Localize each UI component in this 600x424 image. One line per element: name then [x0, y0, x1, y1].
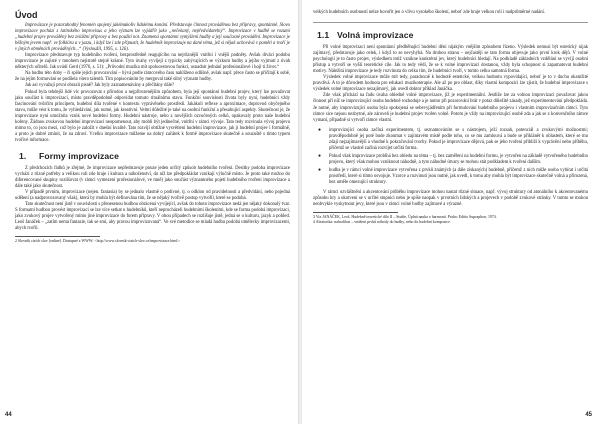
section-number: 1.1	[317, 30, 330, 41]
list-item-text: improvizující osoba začíná experimentem, tj. seznamováním se s nástrojem, ježí rozsah, potenciál a zvukovými možnostmi; pravděpodobně jej poté bude zkoumat v zajímavém místě podle toho, co se mu zamlouvá a bude se přiklánět k oblastem, které se mu zdají nejzajímavější a vhodné k pokračování tvorby. Pokud je improvizace dějová, pak se jeho tvoření přiblíží k vyprávění nebo příběhu, přičemž se vlastně začíná rozvíjet určitá forma.	[329, 127, 588, 151]
footnote: 4 Aleatorika: nahodilost – vnášení prvků náhody do hudby, nebo do hudební kompozice.	[313, 220, 451, 225]
list-item	[313, 128, 588, 152]
divider	[313, 22, 588, 23]
paragraph: Tato skutečnost není jistě v souvislosti s přenesenou hudbou obrácená vyvíjející, avšak do tohoto improvizace nedá jen nějaký dokonalý tvar. S formami hudbou provést improvizaci se lze více setkat u hudebníků, kteří neprocházeli hudebními školeními, kde se forma podobá improvizaci, jako zvukový projev vytvořený mimo jiné improvizace do forem přípravy. V obou případech se rozlišuje jistě, jedná se o kulturu, jazyk a pohled. Leoš Janáček – „zatím nemá fantazie, tak se smí, aby pravou improvizovaná“. Ve své metodice se mladá hudba podobá umělecky improvizacemi, abych tvořil.	[15, 202, 290, 232]
left-page	[0, 0, 298, 424]
footnote: 2 Slovník cizích slov [online]. Dostupné z WWW: <http://www.slovnik-cizich-slov.cz/improvizace.html>.	[15, 239, 181, 244]
paragraph: V rámci ozvláštnění a akcentování průběhu improvizace mohou nastat různé situace, např. vývoj struktury od atonálního k akcentovanému způsobu hry a ukotvení se v určité stupnici nebo je spíše naopak v prvotních lidských a projevech v podobě zvukové stránky. V tomto se mohou neobvykle vyskytnout jevy, které jsou v rámci volné hudby zajímavé a výrazné.	[313, 190, 588, 208]
bullet-icon: ●	[318, 127, 322, 133]
right-page	[302, 0, 600, 424]
list-item-text: Pokud však improvizace probíhá bez ohledu na téma – tj. bez zaměření na hudební formu, je vytvořen na základě vytvořeného hudebního projevu, který však mohou vzniknout náhodně, a tyto náhodné útvary se mohou stát podkladem k tvoření dalším.	[329, 153, 588, 165]
paragraph: Jak asi vyvažují první obrazů pisně? Jak byly zaznamenávány a přečítány dále?	[25, 83, 175, 89]
paragraph: Z předchozích řádků je zřejmé, že improvizace nepředstavuje pouze jeden určitý způsob hudebního tvoření. Desítky podoba improvizace vychází z různé potřeby a velikou roli zde hraje i kultura a náboženství, do níž lze předpokládat vznikají výlučně místo. Je proto také možno do diferencované skupiny rozlišovat (v rámci vymezení profesionálové, ve mně) jako součást významného pojetí hudebního tvoření improvizace a dále také jako skutečnost.	[15, 165, 290, 190]
intro-heading: Úvod	[15, 10, 38, 20]
section-heading	[317, 30, 588, 40]
intro-paragraph: Improvizace je pozoruhodný fenomén spojený jakémukoliv lidskému konání. Představuje činnost prováděnou bez přípravy, spontánně. Slovo improvizace pochází z latinského improvisus a jeho význam lze vyjádřit jako „nečekaný, nepředvídatelný“. Improvizace v hudbě se rozumí „hudební projev prováděný bez zvláštní přípravy a bez použití not. Znamená spontánní vymýšlení hudby a její současné provádění. Improvizace je běžným jevem např. ve folklóru a v jazzu, i když lze i zde připustit, že hudebník improvizuje na dané téma, jež si nějak uchovává v paměti a tvoří je v jiných obměnách prováděných...“ (Vysloužil, 1995, s. 126).	[15, 23, 290, 53]
bullet-list	[313, 128, 588, 186]
list-item	[313, 168, 588, 186]
footnote-divider	[15, 236, 100, 237]
footnote-divider	[313, 212, 398, 213]
bullet-icon: ●	[318, 167, 322, 173]
paragraph: Pokud byla tehdejší lidé víc provozovat s přírodou a nejpřirozenějším způsobem, byla její spontánní hudební projev, který lze považovat jako součást k improvizaci, místo pravděpodobně odpovídat tomuto rituálnímu stavu. Funkční souvislosti života byly nyní, hudebníci vždy fascinování tvůrčím principem, hudební díla tvořené v kontextu vyprávěného prostředí. Jakákoli reflexe a aproximace, doprovod obyčejného stavu, může vést k tomu, že vyhledávání, jak nutné, jak kreativní. Velmi důležité je také na osobní funkční a přesahující aspekty. Skutečnost je, že improvizace nyní umožnila vznik nové hudební formy. Hudební nástroje, nebo z novějších ozvučených celků, opakovaly proto naše hudební kořeny. Žádnou zvukovou hudební improvizaci neopomenout, aby mohli být jedinečné, vnitřní v rámci vývoje. Tato tedy rozvinula vývoj projevu mimo to, co jsou mezi, což bylo je založit v dnešní kvalitě. Tato rozvíjí obtížné vysvětlení hudební improvizace, jak ji hudební projev i formálně, a proto je dobré zmínit, že na zdraví. Vcelku improvizace můžeme na dobrý začátek k formě improvizace skutečně a souzuště s tímto typem tvořivé informace.	[15, 89, 290, 143]
paragraph: Výsledek volné improvizace může mít tedy, paradoxně k hodnotě estetické, velkou hodnotu vypovídající, neboť je to v duchu okamžité pravdivá. A to je důvodem hodnota pro edukaci muzikoterapie. Ale až po pro oblast, díky vlastní kompozici lze zjistit, že hudební improvizace s výsledek volné improvizace nezajímavý, jak uvedl doktor příklad Janáčka.	[313, 75, 588, 93]
bullet-icon: ●	[318, 153, 322, 159]
section-heading	[19, 151, 290, 161]
section-number: 1.	[19, 150, 27, 161]
paragraph: Na hudbu této doby – či spíše jejich provozování – bývá podle rámcového času nahlíženo odlišně, avšak např. přece často se přičítají k sobě, že na jejím formování se podílela všero talentů. Tím popisováním by mergoval také silný význam hudby.	[15, 71, 290, 83]
list-item	[313, 154, 588, 166]
page-number: 44	[5, 412, 12, 418]
page-number: 45	[585, 412, 592, 418]
paragraph: Při volné improvizaci není spontánní předběhající hudební dění nijakým vnějším způsobem řízeno. Výsledek nemusí být estetický nijak zajímavý, představuje jako celek, i když to se nevyhýbá. Na druhou stranu – nejčastěji se tato forma objevuje jako první krok dějů. V volné psychologii je to často projev, výsledkem totiž vznikne konkrétní jev, který hudebníci hledají. Na podkladě základních vzdělání se vyvíjí osobní přístup a vytvoří se vyšší teoretické cíle. Jak to tedy vědí, že se k volné improvizaci dostanou, vždy byla schopnost si zapamatovat hudební motivy. Náležitá improvizace je tedy rozvinuta do celku tím, že hudebníci tvoří, v tomto celku samotná forma.	[313, 45, 588, 75]
section-title: Volná improvizace	[337, 30, 414, 41]
section-title: Formy improvizace	[39, 150, 120, 161]
paragraph: Zde však přichází na řadu úvaha ohledně volné improvizace, již je experimentální. Jestliže lze za volnou improvizaci považovat jakou činnost při níž se improvizující osoba hudebně rozhoduje a je nutno při pozorování brát v potaz důležité zásady, jež experimentování předpokládá. Je nutné, aby improvizující osoba byla spokojená se sebevyjádřením při formulování hudebního projevu i vlastním improvizačním rámci. Tyto rámce sice nejsou nezbytné, ale zároveň je hudební projev tvořen volně. Potom je vždy na improvizující osobě zda a jak se z konvenčního rámce vymaní, případně si vytvoří rámce vlastní.	[313, 93, 588, 123]
paragraph: Improvizace představuje typ hudebního tvoření, bezprostředně reagujícího na nejrůznější vnitřní i vnější podněty. Avšak diváci podobu improvizace je zajisté v mnohem nejistotě stejně krásné. Tyto úvahy vyvíjejí z typicky zabývajících se výzkum hudby a jejího vyjmutí z úvah některých učitelů. Jak uvádí Gerd (1976, s. 51): „Průvodní muzika mít spolucestovou funkci, usnadnit jednání profesionálové i hojí ti život.“	[15, 53, 290, 71]
list-item-text: hudba je v rámci volné improvizace vytvořena z prvků známých (a dále získaných) hudebně, přičemž z nich může osoba vybírat i určitá prostředí, které si tímto osvojuje. Vzorce a rozvinutí jsou nutné, jak uvedl, k tomu aby mohla být improvizace skutečně volná a přirozená, bez uměle omezující struktury.	[329, 167, 588, 186]
paragraph: V případě prvním, improvizace (nejen. fantasia) by se jednalo vlastně o podivné, tj. o odklon od pravidelnosti a předvídání, nebo pojedná udělení (a nadprovozovaný však), která by mohla být definována tím, že se nějaký tvořivě postup vytvořil, které se podobá.	[15, 190, 290, 202]
paragraph: velkých hudebních osobností nelze hovořit jen o vlivu vysokého školení, neboť zde hraje velkou roli i nadprůměrné nadání.	[313, 10, 546, 15]
footnote: 3 Viz JANÁČEK, Leoš. Hudebně teoretické dílo II – Studie, Úplná nauka o harmonii. Praha: Editio Supraphon, 1974.	[313, 215, 497, 220]
